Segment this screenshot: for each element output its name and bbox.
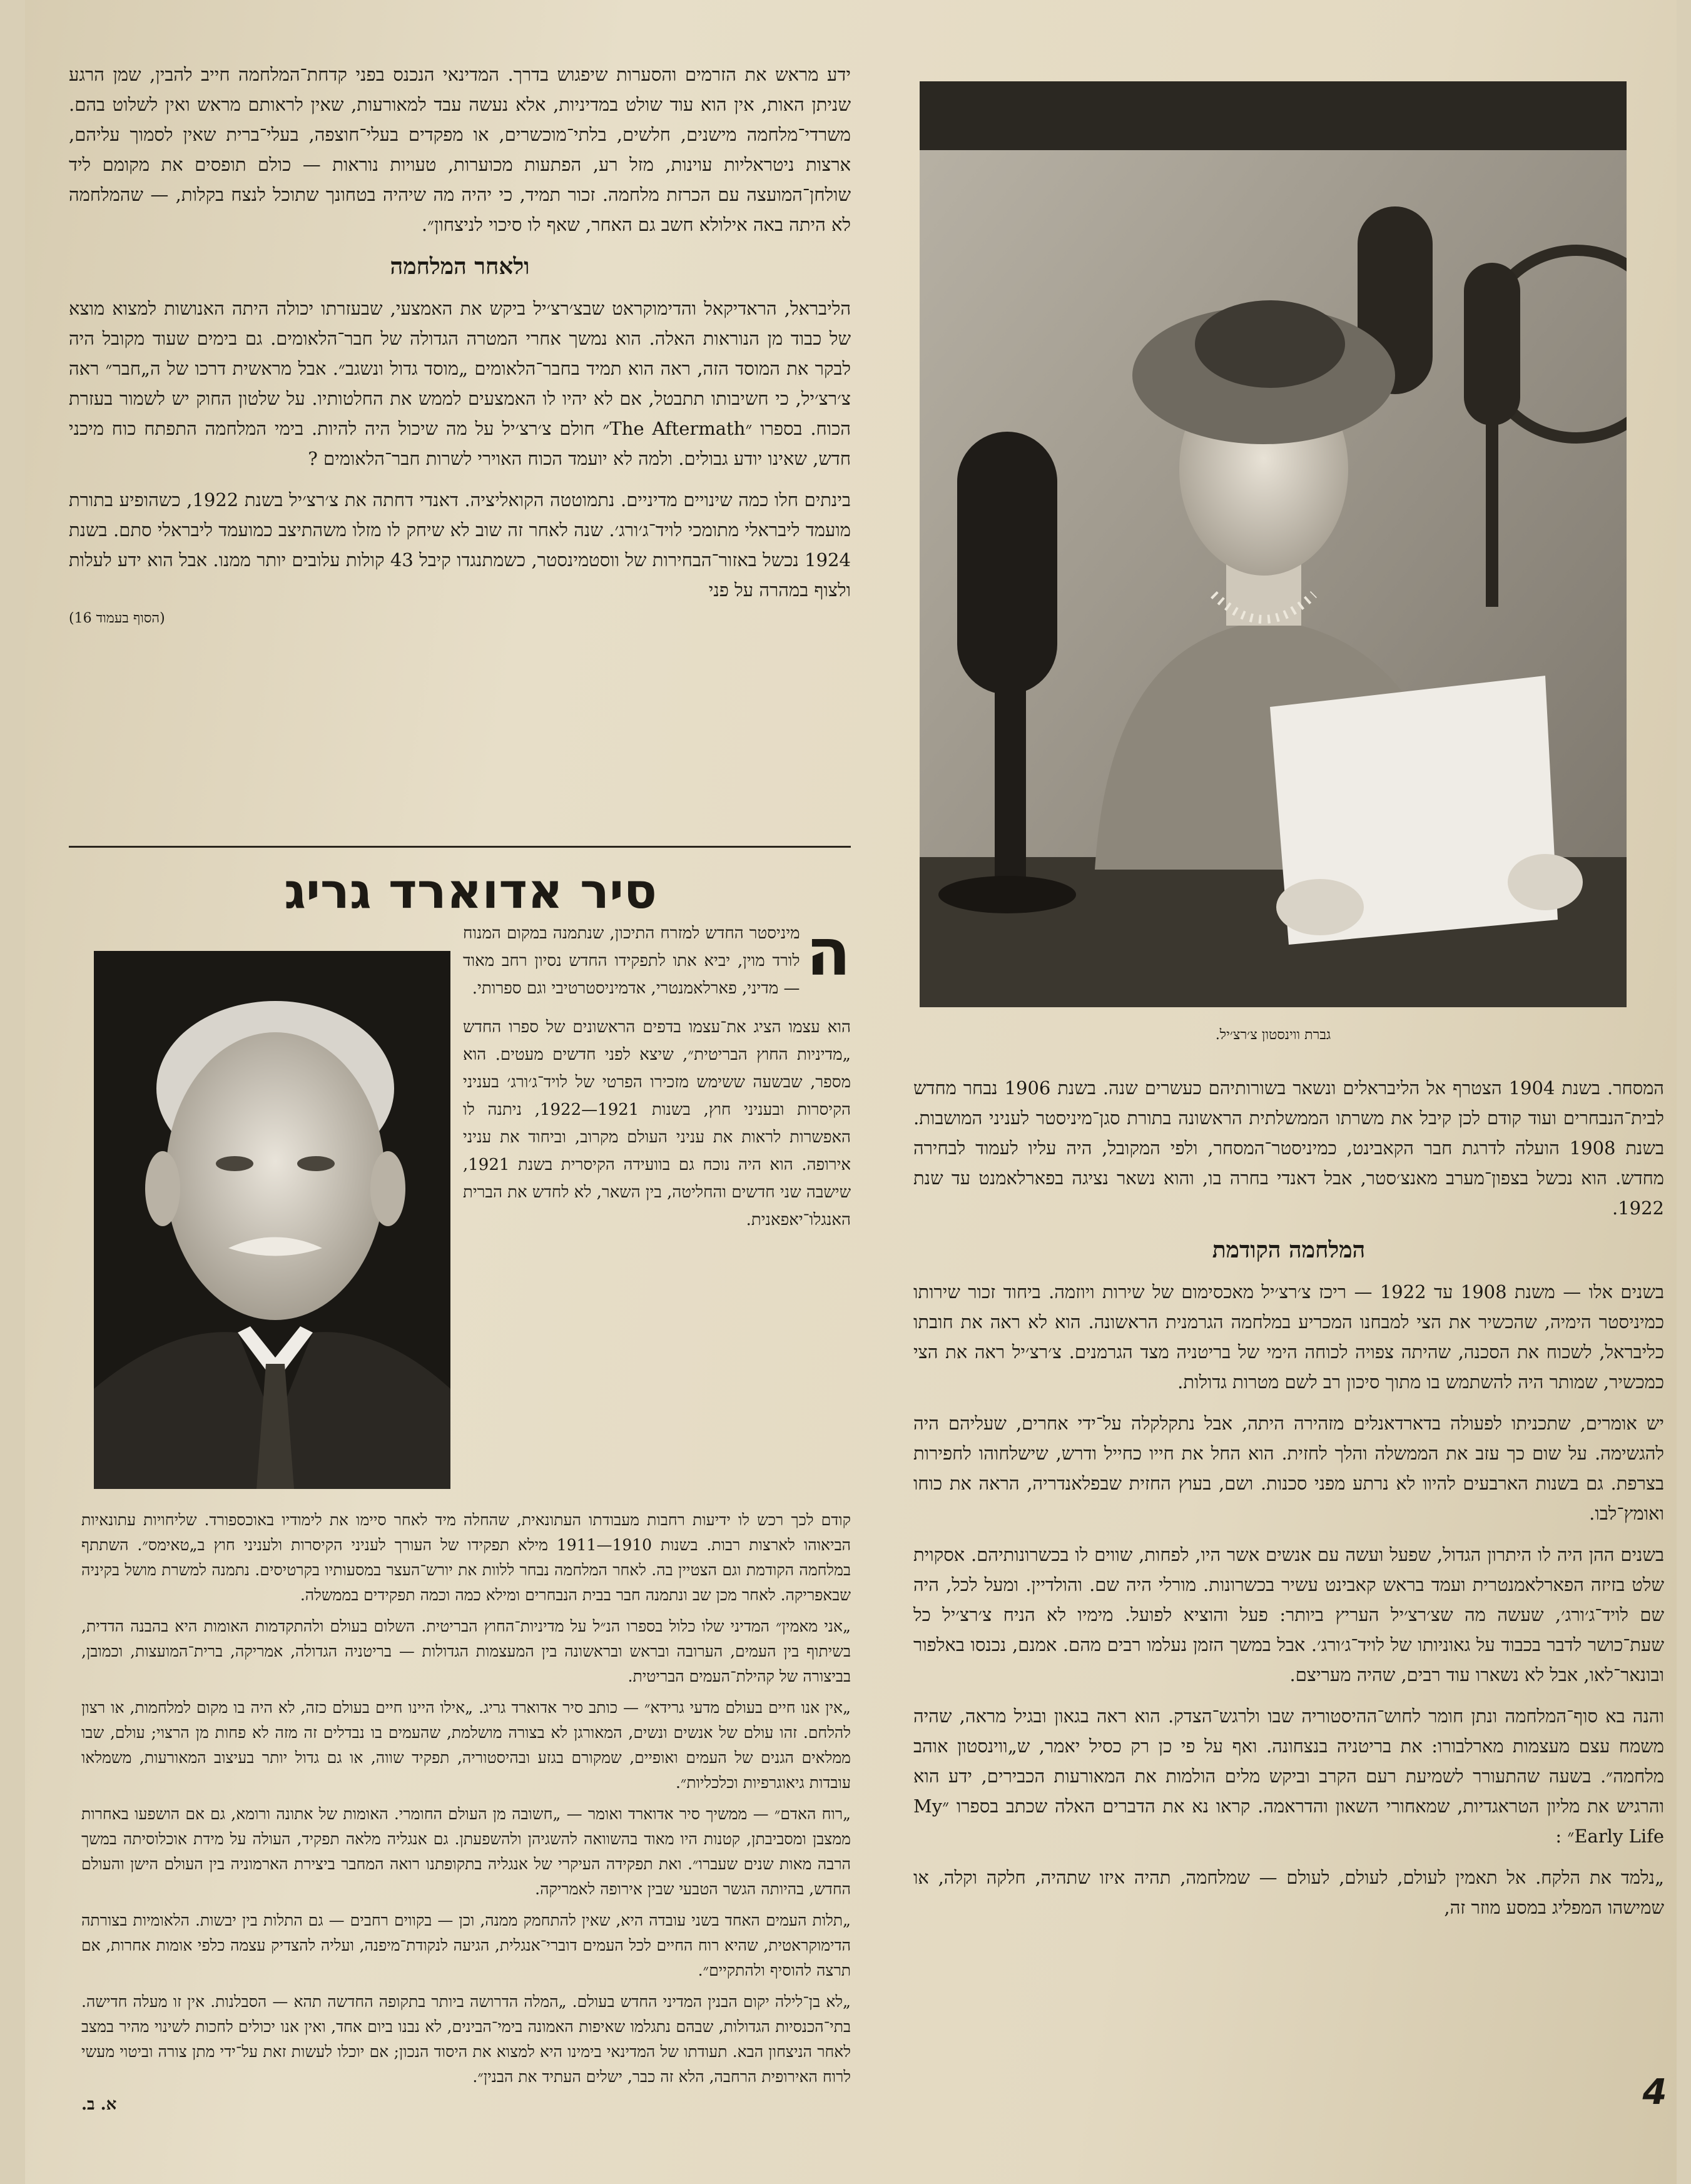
right-column	[913, 1073, 1664, 2136]
article-paragraph-2: קודם לכך רכש לו ידיעות רחבות מעבודתו העתונאית, שהחלה מיד לאחר סיימו את לימודיו באוכספורד. שליחויות עתונאיות הביאוהו לארצות רבות. בשנות 1910—1911 מילא תפקידו של העורך לעניני הקיסרות ולעניני חוץ ב„טאימס״. השתתף במלחמה הקודמת וגם הצטיין בה. לאחר המלחמה נבחר ללוות את יורש־העצר במסעותיו בקרטיסים. נתמנה למשרת מושל בקיניה שבאפריקה. לאחר מכן שב ונתמנה חבר בבית הנבחרים ומילא כמה וכמה תפקידים בממשלה.	[81, 1511, 851, 1604]
article-paragraph-1: הוא עצמו הציג את־עצמו בדפים הראשונים של ספרו החדש „מדיניות החוץ הבריטית״, שיצא לפני חדשים מעטים. הוא מספר, שבשעה ששימש מזכירו הפרטי של לויד־ג׳ורג׳ בעניני הקיסרות ובעניני חוץ, בשנות 1921—1922, ניתנה לו האפשרות לראות את עניני העולם מקרוב, וביחוד את עניני אירופה. הוא היה נוכח גם בוועידה הקיסרית בשנת 1921, שישבה שני חדשים והחליטה, בין השאר, לא לחדש את הברית האנגלו־יאפאנית.	[462, 1018, 851, 1229]
magazine-page	[25, 0, 1677, 2184]
previous-war-paragraph-2: יש אומרים, שתכניתו לפעולה בדארדאנלים מזהירה היתה, אבל נתקלקלה על־ידי אחרים, שעליהם היה להגשימה. על שום כך עזב את הממשלה והלך לחזית. הוא החל את חייו כחייל ודרש, שישלחוהו לחפירות בצרפת. גם בשנות הארבעים להיוו לא נרתע מפני סכנות. ושם, בעוץ החזית שבפלאנדריה, הראה את כוחו ואומץ־לבו.	[913, 1413, 1664, 1524]
top-left-column	[69, 59, 851, 848]
article-lead	[463, 914, 851, 1002]
article-lead-text: מיניסטר החדש למזרח התיכון, שנתמנה במקום המנוח לורד מוין, יביא אתו לתפקידו החדש נסיון רחב מאוד — מדיני, פארלאמנטרי, אדמיניסטרטיבי וגם ספרותי.	[463, 924, 800, 998]
section-divider	[69, 846, 851, 848]
photo-mrs-churchill-caption: גברת ווינסטון צ׳רצ׳יל.	[1215, 1027, 1331, 1043]
photo-sir-edward-grigg	[94, 951, 450, 1489]
article-signature: א. ב.	[81, 2095, 117, 2114]
article-paragraph-5: „רוח האדם״ — ממשיך סיר אדוארד ואומר — „חשובה מן העולם החומרי. האומות של אתונה ורומא, גם אם הושפעו באחרות ממצבן ומסביבתן, קטנות היו מאוד בהשוואה להשגיהן ולהשפעתן. גם אנגליה מלאה תפקיד, העולה על מידת אוכלוסיתה במשך הרבה מאות שנים שעברו״. ואת תפקידה העיקרי של אנגליה בתקופתנו רואה המחבר ביצירת הארמוניה בין העולם הישן והעולם החדש, בהיותה הגשר הטבעי שבין אירופה לאמריקה.	[81, 1805, 851, 1898]
after-war-paragraph-2: בינתים חלו כמה שינויים מדיניים. נתמוטטה הקואליציה. דאנדי דחתה את צ׳רצ׳יל בשנת 1922, כשהופיע בתורת מועמד ליבראלי מתומכי לויד־ג׳ורג׳. שנה לאחר זה שוב לא שיחק לו מזלו משהתיצב כמועמד ליבראלי סתם. בשנת 1924 נכשל באזור־הבחירות של ווסטמינסטר, כשמתנגדו קיבל 43 קולות עלובים יותר ממנו. אבל הוא ידע לעלות ולצוף במהרה על פני	[69, 489, 851, 601]
article-body-column	[81, 1508, 851, 2158]
photo-mrs-churchill	[920, 81, 1627, 1007]
continued-note: (הסוף בעמוד 16)	[69, 611, 165, 626]
article-paragraph-7: „לא בן־לילה יקום הבנין המדיני החדש בעולם. „המלה הדרושה ביותר בתקופה החדשה תהא — הסבלנות. אין זו מעלה חדישה. בתי־הכנסיות הגדולות, שבהם נתגלמו שאיפות האמונה בימי־הבינים, לא נבנו ביום אחד, ואין אנו יכולים לחכות לשינוי מהיר במצב לאחר הניצחון הבא. תעודתו של המדינאי בימינו היא למצוא את היסוד הנכון; אם יוכלו לעשות זאת על־ידי מתן צורה וביטוי מעשי לרוח האירופית הרחבה, הלא זה כבר, ישלים העתיד את הבנין״.	[81, 1993, 851, 2086]
previous-war-paragraph-3: בשנים ההן היה לו היתרון הגדול, שפעל ועשה עם אנשים אשר היו, לפחות, שווים לו בכשרונותיהם. אסקוית שלט בזיזה הפארלאמנטרית ועמד בראש קאבינט עשיר בכשרונות. מורלי היה שם. והולדיין. ומעל לכל, היה שם לויד־ג׳ורג׳, שעשה מה שצ׳רצ׳יל העריץ ביותר: פעל והוציא לפועל. מימיו לא הניח צ׳רצ׳יל כל שעת־כושר לדבר בכבוד על גאוניותו של לויד־ג׳ורג׳. אבל במשך הזמן נעלמו רבים מהם. אמנם, נכנסו באלפור ובונאר־לאו, אבל לא נשארו עוד רבים, שהיה מעריצם.	[913, 1544, 1664, 1685]
article-paragraph-3: „אני מאמין״ המדיני שלו כלול בספרו הנ״ל על מדיניות־החוץ הבריטית. השלום בעולם ולהתקדמות האומות היא בהבנה הדדית, בשיתוף בין העמים, הערובה ובראש ובראשונה בין המעצמות הגדולות — בריטניה הגדולה, אמריקה, ברית־המועצות, וכמובן, בביצורה של קהילת־העמים הבריטית.	[81, 1617, 851, 1685]
article-lead-column	[462, 914, 851, 1514]
article-paragraph-6: „תלות העמים האחד בשני עובדה היא, שאין להתחמק ממנה, וכן — בקווים רחבים — גם התלות בין יבשות. הלאומיות בצורתה הדימוקראטית, שהיא רוח החיים לכל העמים דוברי־אנגלית, הגיעה לנקודת־מיפנה, ועליה להצדיק עצמה כלפי אומות אחרות, אם תרצה להוסיף ולהתקיים״.	[81, 1911, 851, 1979]
photo-sir-edward-grigg-image	[94, 951, 450, 1489]
intro-paragraph: ידע מראש את הזרמים והסערות שיפגוש בדרך. המדינאי הנכנס בפני קדחת־המלחמה חייב להבין, שמן הרגע שניתן האות, אין הוא עוד שולט במדיניות, אלא נעשה עבד למאורעות, שאין לראותם מראש ואין לשלוט בהם. משרדי־מלחמה מישנים, חלשים, בלתי־מוכשרים, או מפקדים בעלי־חוצפה, בעלי־ברית שאין לסמוך עליהם, ארצות ניטראליות עוינות, מזל רע, הפתעות מכוערות, טעויות נוראות — כולם תופסים את מקומם ליד שולחן־המועצה עם הכרזת מלחמה. זכור תמיד, כי יהיה מה שיהיה בטחונך שתוכל לנצח בקלות, — שהמלחמה לא היתה באה אילולא חשב גם האחר, שאף לו סיכוי לניצחון״.	[69, 64, 851, 235]
page-number: 4	[1642, 2072, 1667, 2113]
article-paragraph-4: „אין אנו חיים בעולם מדעי גרידא״ — כותב סיר אדוארד גריג. „אילו היינו חיים בעולם כזה, לא היה בו מקום למלחמות, או רצון להלחם. זהו עולם של אנשים ונשים, המאורגן לא בצורה מושלמת, שהעמים בו נבדלים זה מזה לא פחות מן הרצוי; עולם, שבו ממלאים הגנים של העמים ואופיים, שמקורם בגזע ובהיסטוריה, תפקיד שווה, או גם גדול יותר בעיצוב המאורעות, משמלאו עובדות גיאוגרפיות וכלכליות״.	[81, 1699, 851, 1792]
section-heading-after-war: ולאחר המלחמה	[390, 253, 530, 280]
section-heading-previous-war: המלחמה הקודמת	[1212, 1237, 1366, 1263]
previous-war-paragraph-1: בשנים אלו — משנת 1908 עד 1922 — ריכז צ׳רצ׳יל מאכסימום של שירות ויוזמה. ביחוד זכור שירותו כמיניסטר הימיה, שהכשיר את הצי למבחנו המכריע במלחמה הגרמנית הראשונה. הוא לא ראה את חובתו כליבראל, לשכוח את הסכנה, שהיתה צפויה לכוחה הימי של בריטניה מצד הגרמנים. צ׳רצ׳יל ראה את הצי כמכשיר, שמותר היה להשתמש בו מתוך סיכון רב לשם מטרות גדולות.	[913, 1281, 1664, 1393]
previous-war-paragraph-4: והנה בא סוף־המלחמה ונתן חומר לחוש־ההיסטוריה שבו ולרגש־הצדק. הוא ראה בגאון ובגיל מראה, שהיה משמח עצם מעצמות מארלבורו: את בריטניה בנצחונה. ואף על פי כן רק כסיל יאמר, ש„ווינסטון אוהב מלחמה״. בשעה שהתעורר לשמיעת רעם הקרב וביקש מלים הולמות את המאורעות הכבירים, ידע הוא והרגיש את מליון הטראגדיות, שמאחורי השאון והדראמה. קראו נא את הדברים האלה שכתב בספרו ״My Early Life״ :	[913, 1705, 1664, 1847]
churchill-career-paragraph: המסחר. בשנת 1904 הצטרף אל הליבראלים ונשאר בשורותיהם כעשרים שנה. בשנת 1906 נבחר מחדש לבית־הנבחרים ועוד קודם לכן קיבל את משרתו הממשלתית הראשונה בתורת סגן־מיניסטר לעניני המושבות. בשנת 1908 הועלה לדרגת חבר הקאבינט, כמיניסטר־המסחר, ולפי המקובל, היה עליו לעמוד לבחירה מחדש. הוא נכשל בצפון־מערב מאנצ׳סטר, אבל דאנדי בחרה בו, והוא נשאר נציגה בפארלאמנט עד שנת 1922.	[913, 1077, 1664, 1219]
article-title: סיר אדוארד גריג	[284, 863, 657, 920]
photo-mrs-churchill-image	[920, 81, 1627, 1007]
article-dropcap: ה	[806, 914, 851, 990]
after-war-paragraph-1: הליבראל, הראדיקאל והדימוקראט שבצ׳רצ׳יל ביקש את האמצעי, שבעזרתו יכולה היתה האנושות למצוא מוצא של כבוד מן הנוראות האלה. הוא נמשך אחרי המטרה הגדולה של חבר־הלאומים. גם בימים שעוד מקובל היה לבקר את המוסד הזה, ראה הוא תמיד בחבר־הלאומים „מוסד גדול ונשגב״. אבל מראשית דרכו של ה„חבר״ ראה צ׳רצ׳יל, כי חשיבותו תתבטל, אם לא יהיו לו האמצעים לממש את החלטותיו. על שלטון החוק יש לשמור בעזרת הכוח. בספרו ״The Aftermath״ חולם צ׳רצ׳יל על מה שיכול היה להיות. בימי המלחמה התפתח כוח מיכני חדש, שאינו יודע גבולים. ולמה לא יועמד הכוח האוירי לשרות חבר־הלאומים ?	[69, 298, 851, 469]
previous-war-paragraph-5: „נלמד את הלקח. אל תאמין לעולם, לעולם, לעולם — שמלחמה, תהיה איזו שתהיה, חלקה וקלה, או שמישהו המפליג במסע מוזר זה,	[913, 1867, 1664, 1918]
